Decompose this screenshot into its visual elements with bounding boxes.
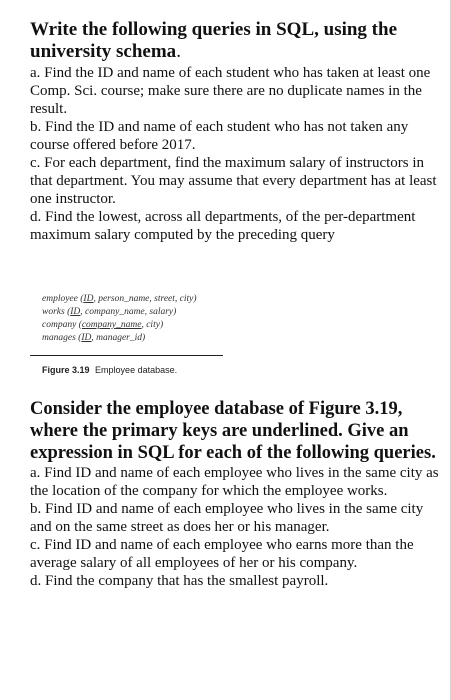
schema-table-name: works [42, 307, 65, 317]
schema-table-name: company [42, 320, 77, 330]
question-2-item-a: a. Find ID and name of each employee who lives in the same city as the location of the company for which the employee works. [30, 465, 439, 499]
schema-primary-key: ID [81, 333, 92, 343]
schema-primary-key: ID [70, 307, 81, 317]
question-1-item-a: a. Find the ID and name of each student who has taken at least one Comp. Sci. course; make sure there are no duplicate names in the result. [30, 65, 431, 117]
question-2-heading: Consider the employee database of Figure 3.19, where the primary keys are underlined. Give an expression in SQL for each of the following queries. [30, 399, 436, 463]
question-1-list [30, 64, 440, 244]
question-1-item-c: c. For each department, find the maximum salary of instructors in that department. You may assume that every department has at least one instructor. [30, 155, 437, 207]
schema-primary-key: company_name [81, 320, 142, 330]
question-1-heading-text: Write the following queries in SQL, using the university schema [30, 19, 398, 62]
schema-table-name: manages [42, 333, 76, 343]
figure-caption-text: Employee database. [95, 365, 178, 375]
question-1-heading [30, 19, 435, 63]
schema-company: company (company_name, city) [42, 320, 164, 330]
figure-caption-number: Figure 3.19 [42, 365, 90, 375]
schema-attributes: , company_name, salary [80, 307, 174, 317]
schema-attributes: , manager_id [91, 333, 143, 343]
question-1-item-b: b. Find the ID and name of each student who has not taken any course offered before 2017. [30, 119, 409, 153]
question-2-item-b: b. Find ID and name of each employee who lives in the same city and on the same street as does her or his manager. [30, 501, 424, 535]
schema-employee: employee (ID, person_name, street, city) [42, 294, 197, 304]
figure-employee-database [30, 293, 230, 375]
schema-primary-key: ID [83, 294, 94, 304]
schema-manages: manages (ID, manager_id) [42, 333, 146, 343]
question-2-item-c: c. Find ID and name of each employee who earns more than the average salary of all employees of her or his company. [30, 537, 414, 571]
schema-attributes: , city [141, 320, 160, 330]
figure-divider [30, 355, 223, 356]
question-2-item-d: d. Find the company that has the smallest payroll. [30, 573, 329, 589]
figure-caption [30, 365, 230, 375]
question-1-heading-period: . [176, 41, 181, 62]
question-1-item-d: d. Find the lowest, across all departments, of the per-department maximum salary computed by the preceding query [30, 209, 416, 243]
schema-table-name: employee [42, 294, 78, 304]
schema-works: works (ID, company_name, salary) [42, 307, 177, 317]
question-2-list [30, 464, 440, 590]
schema-attributes: , person_name, street, city [93, 294, 194, 304]
